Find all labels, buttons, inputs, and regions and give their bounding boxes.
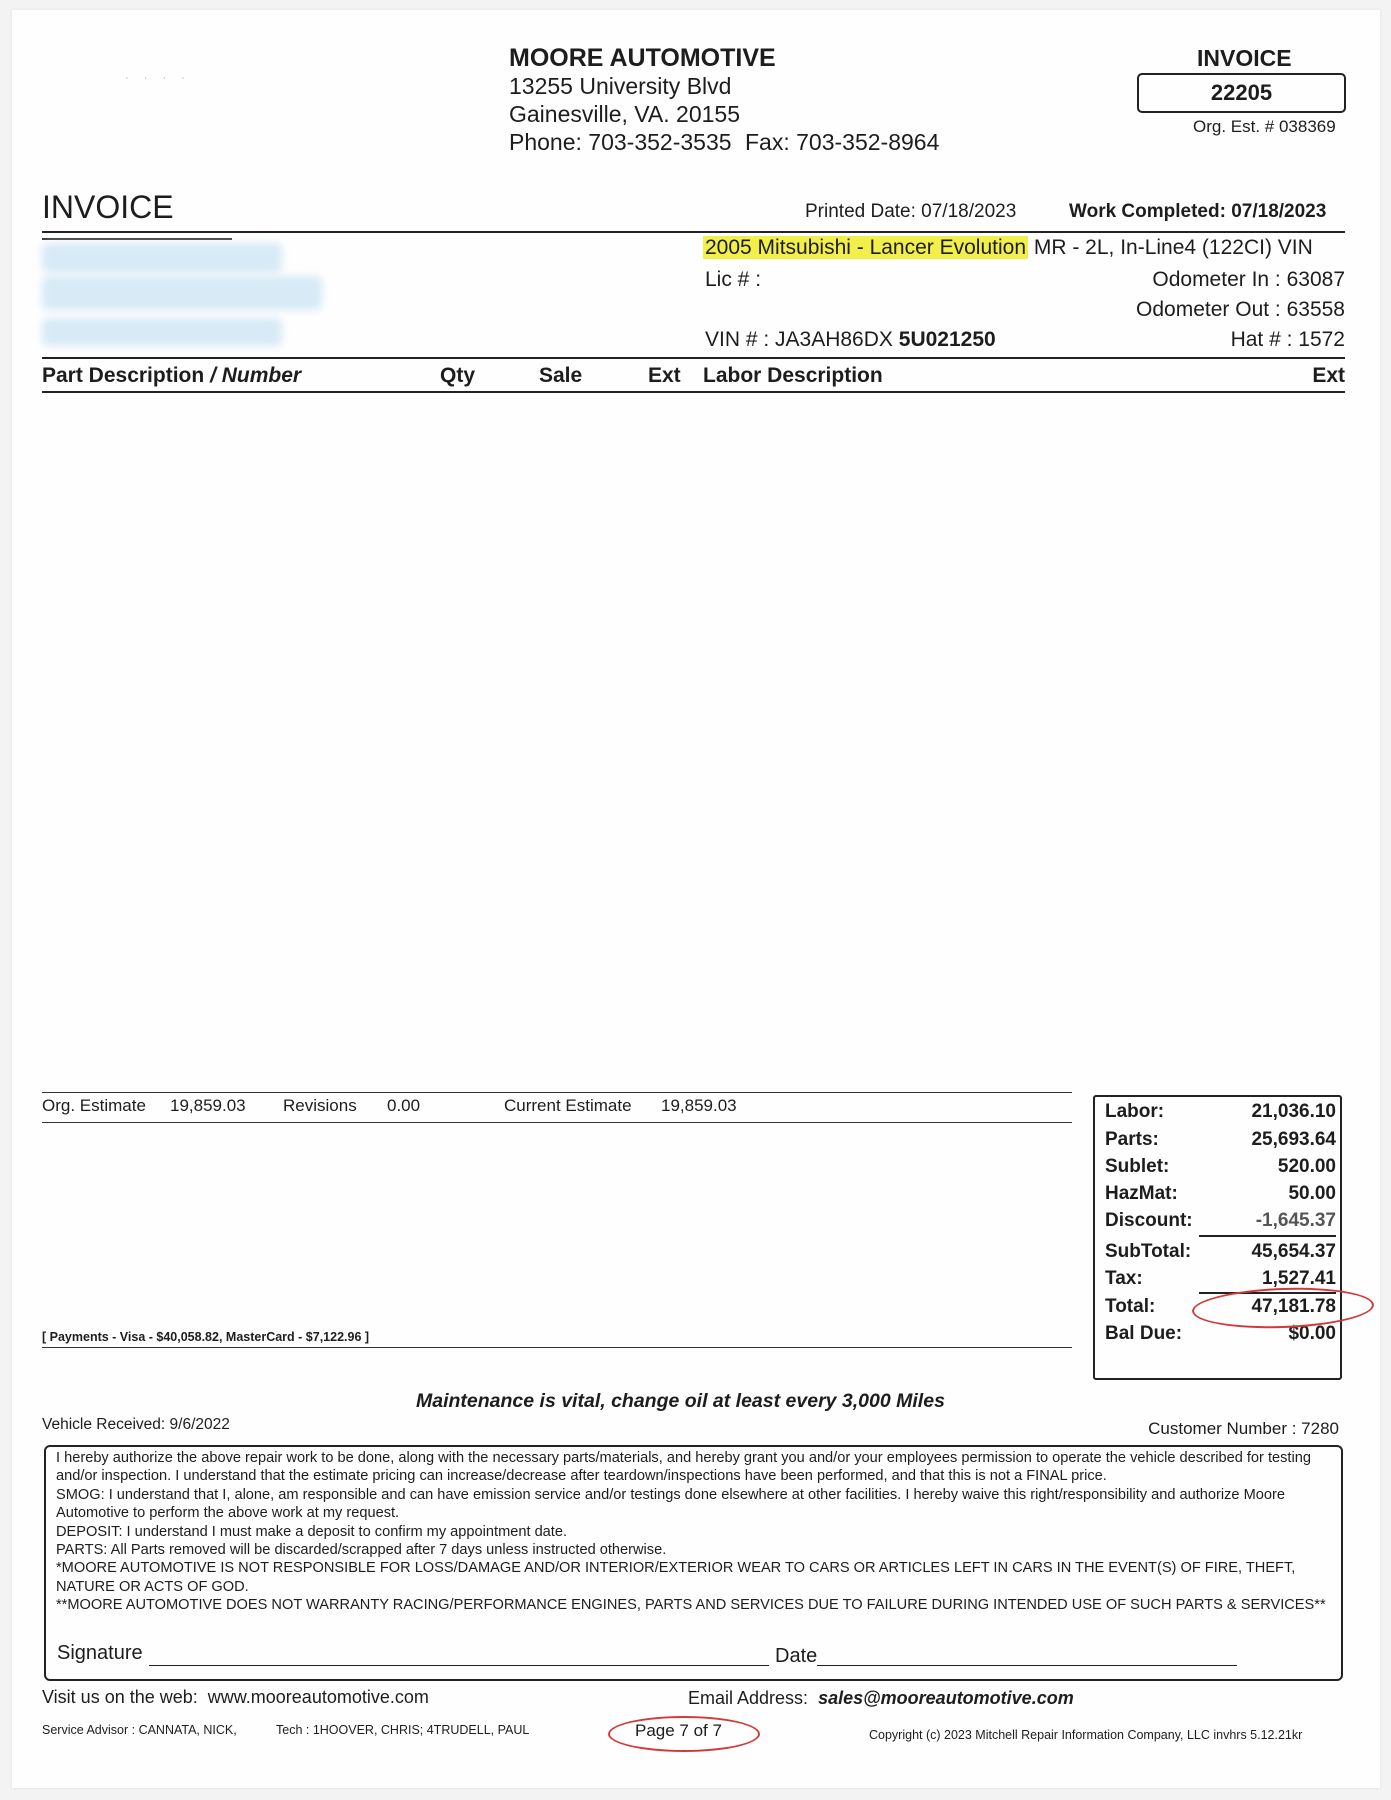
vehicle-model [703,236,1345,260]
columns-bottom-rule [42,391,1345,393]
redacted-customer-name [42,243,282,273]
date-line[interactable] [817,1665,1237,1666]
date-label: Date [775,1645,818,1667]
signature-line[interactable] [149,1665,769,1666]
payments-summary: [ Payments - Visa - $40,058.82, MasterCard - $7,122.96 ] [42,1330,370,1344]
vehicle-received: Vehicle Received: 9/6/2022 [42,1416,230,1433]
current-estimate-label: Current Estimate [504,1096,632,1115]
page-number: Page 7 of 7 [635,1721,722,1740]
estimate-top-rule [42,1092,1072,1093]
website-link[interactable]: www.mooreautomotive.com [207,1687,429,1707]
col-ext: Ext [648,364,681,387]
website: Visit us on the web: www.mooreautomotive.com [42,1687,429,1707]
terms-liability: *MOORE AUTOMOTIVE IS NOT RESPONSIBLE FOR LOSS/DAMAGE AND/OR INTERIOR/EXTERIOR WEAR TO CARS OR ARTICLES LEFT IN CARS IN THE EVENT(S) OF FIRE, THEFT, NATURE OR ACTS OF GOD. [56,1560,1296,1595]
terms-authorization: I hereby authorize the above repair work to be done, along with the necessary parts/materials, and hereby grant you and/or your employees permission to operate the vehicle described for testing and/or inspection. I understand that the estimate pricing can increase/decrease after teardown/inspections have been performed, and that this is not a FINAL price. [56,1450,1311,1485]
col-labor-description: Labor Description [703,364,883,387]
terms-parts: PARTS: All Parts removed will be discarded/scrapped after 7 days unless instructed otherwise. [56,1542,667,1559]
col-qty: Qty [440,364,476,387]
odometer-in: Odometer In : 63087 [1152,268,1345,291]
totals-parts: Parts: 25,693.64 [1105,1129,1336,1150]
columns-top-rule [42,357,1345,359]
totals-hazmat: HazMat: 50.00 [1105,1183,1336,1204]
printed-date: Printed Date: 07/18/2023 [805,201,1017,222]
odometer-out: Odometer Out : 63558 [1136,298,1345,321]
email: Email Address: sales@mooreautomotive.com [688,1688,1074,1708]
invoice-number-box [1137,73,1346,113]
customer-number: Customer Number : 7280 [1148,1419,1339,1438]
redaction-line [42,238,232,240]
totals-sublet: Sublet: 520.00 [1105,1156,1336,1177]
service-advisor: Service Advisor : CANNATA, NICK, [42,1723,237,1737]
maintenance-note: Maintenance is vital, change oil at least every 3,000 Miles [416,1390,945,1412]
org-estimate-value: 19,859.03 [170,1096,246,1115]
payments-rule [42,1347,1072,1348]
license-number: Lic # : [705,268,762,291]
company-address-1: 13255 University Blvd [509,73,732,99]
signature-label: Signature [57,1642,143,1664]
technicians: Tech : 1HOOVER, CHRIS; 4TRUDELL, PAUL [276,1723,530,1737]
vin [705,328,996,352]
page-title: INVOICE [42,189,174,225]
redacted-customer-address [42,276,322,310]
authorization-terms [44,1445,1343,1681]
col-labor-ext: Ext [1312,364,1345,387]
company-phone: Phone: 703-352-3535 [509,129,732,155]
vin-prefix: VIN # : JA3AH86DX [705,328,893,351]
subtotal-rule [1199,1235,1336,1237]
hat-number: Hat # : 1572 [1230,328,1345,351]
col-sale: Sale [539,364,583,387]
vehicle-model-highlight: 2005 Mitsubishi - Lancer Evolution [705,236,1027,259]
totals-total: Total: 47,181.78 [1105,1296,1336,1317]
page-circle-annotation [608,1716,760,1752]
totals-tax: Tax: 1,527.41 [1105,1268,1336,1289]
invoice-number: 22205 [1210,80,1273,105]
vin-suffix: 5U021250 [898,328,996,351]
title-divider [42,231,1345,233]
email-link[interactable]: sales@mooreautomotive.com [818,1688,1074,1708]
redacted-customer-phone [42,318,282,346]
copyright: Copyright (c) 2023 Mitchell Repair Information Company, LLC invhrs 5.12.21kr [869,1728,1303,1742]
invoice-box-label: INVOICE [1197,45,1292,71]
totals-discount: Discount: -1,645.37 [1105,1210,1336,1231]
terms-smog: SMOG: I understand that I, alone, am responsible and can have emission service and/or testings done elsewhere at other facilities. I hereby waive this right/responsibility and authorize Moore Automotive to perform the above work at my request. [56,1486,1285,1522]
terms-deposit: DEPOSIT: I understand I must make a deposit to confirm my appointment date. [56,1523,568,1540]
totals-balance-due: Bal Due: $0.00 [1105,1323,1336,1344]
totals-box [1093,1095,1342,1380]
col-part-description: Part Description / Number [42,364,302,387]
current-estimate-value: 19,859.03 [661,1096,737,1115]
org-est-number: Org. Est. # 038369 [1193,117,1336,136]
org-estimate-label: Org. Estimate [42,1096,146,1115]
totals-subtotal: SubTotal: 45,654.37 [1105,1241,1336,1262]
revisions-label: Revisions [283,1096,357,1115]
company-fax: Fax: 703-352-8964 [745,129,940,155]
scan-artifact: · · · · [125,72,191,84]
vehicle-model-detail: MR - 2L, In-Line4 (122CI) VIN [1033,236,1313,259]
totals-labor: Labor: 21,036.10 [1105,1101,1336,1122]
revisions-value: 0.00 [387,1096,421,1115]
terms-warranty: **MOORE AUTOMOTIVE DOES NOT WARRANTY RACING/PERFORMANCE ENGINES, PARTS AND SERVICES DUE TO FAILURE DURING INTENDED USE OF SUCH PARTS & SERVICES** [56,1597,1326,1614]
company-name: MOORE AUTOMOTIVE [509,44,776,72]
estimate-bottom-rule [42,1122,1072,1123]
work-completed: Work Completed: 07/18/2023 [1069,201,1327,222]
company-address-2: Gainesville, VA. 20155 [509,101,740,127]
